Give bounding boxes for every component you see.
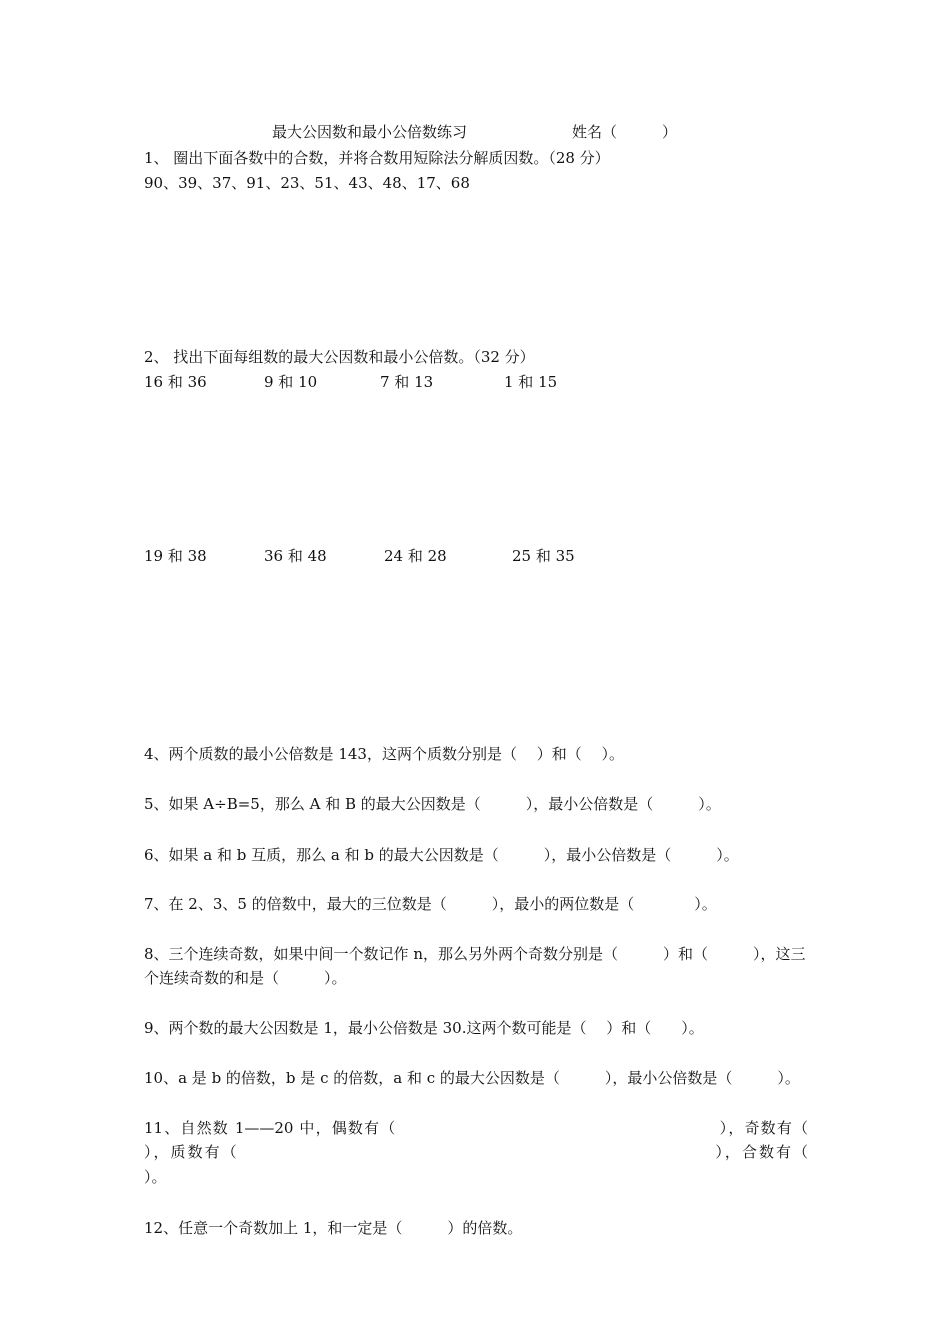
question-12: 12、任意一个奇数加上 1，和一定是（ ）的倍数。 <box>144 1219 523 1237</box>
question-1-numbers: 90、39、37、91、23、51、43、48、17、68 <box>144 174 470 192</box>
question-11-line-1: 11、自然数 1——20 中，偶数有（ ），奇数有（ <box>144 1119 808 1137</box>
pair-25-35: 25 和 35 <box>512 547 575 565</box>
question-2: 2、 找出下面每组数的最大公因数和最小公倍数。（32 分） <box>144 348 535 366</box>
question-9: 9、两个数的最大公因数是 1，最小公倍数是 30.这两个数可能是（ ）和（ ）。 <box>144 1019 704 1037</box>
question-8-line-1: 8、三个连续奇数，如果中间一个数记作 n，那么另外两个奇数分别是（ ）和（ ），这三 <box>144 945 806 963</box>
pair-7-13: 7 和 13 <box>380 373 434 391</box>
question-4: 4、两个质数的最小公倍数是 143，这两个质数分别是（ ）和（ ）。 <box>144 745 624 763</box>
question-11-line-3: ）。 <box>144 1168 167 1186</box>
question-6: 6、如果 a 和 b 互质，那么 a 和 b 的最大公因数是（ ），最小公倍数是（ ）。 <box>144 846 739 864</box>
pair-16-36: 16 和 36 <box>144 373 207 391</box>
name-label: 姓名（ ） <box>572 123 678 141</box>
question-7: 7、在 2、3、5 的倍数中，最大的三位数是（ ），最小的两位数是（ ）。 <box>144 895 717 913</box>
page-title: 最大公因数和最小公倍数练习 <box>272 123 468 141</box>
pair-9-10: 9 和 10 <box>264 373 318 391</box>
question-1: 1、 圈出下面各数中的合数，并将合数用短除法分解质因数。（28 分） <box>144 149 610 167</box>
pair-1-15: 1 和 15 <box>504 373 558 391</box>
question-8-line-2: 个连续奇数的和是（ ）。 <box>144 969 347 987</box>
pair-24-28: 24 和 28 <box>384 547 447 565</box>
pair-36-48: 36 和 48 <box>264 547 327 565</box>
pair-19-38: 19 和 38 <box>144 547 207 565</box>
question-5: 5、如果 A÷B=5，那么 A 和 B 的最大公因数是（ ），最小公倍数是（ ）。 <box>144 795 721 813</box>
question-10: 10、a 是 b 的倍数，b 是 c 的倍数，a 和 c 的最大公因数是（ ），最小公倍数是（ ）。 <box>144 1069 800 1087</box>
question-11-line-2: ），质数有（ ），合数有（ <box>144 1143 808 1161</box>
